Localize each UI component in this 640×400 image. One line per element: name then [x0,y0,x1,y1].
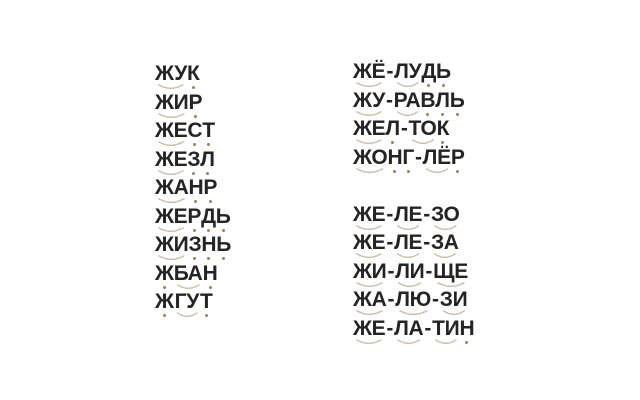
dot-mark [201,255,216,262]
syllable-unit [155,120,187,148]
letter-unit [387,147,402,175]
letter-unit [201,234,216,262]
word-row [155,63,231,91]
empty-mark [385,339,394,346]
sound-dot-icon [192,86,195,89]
word-row [155,206,231,234]
letter-unit [202,120,215,148]
dot-mark [385,139,399,146]
word-text: Г [402,145,414,169]
letter-unit [187,149,200,177]
word-text: ЗИ [439,288,468,311]
word-text: ЖЕ [353,231,386,254]
word-text: Р [203,176,218,199]
word-text: Н [202,261,218,285]
syllable-arc-icon [396,82,419,89]
sound-dot-icon [206,172,209,175]
syllable-arc-icon [398,310,429,317]
letter-unit [187,206,201,234]
letter-unit [189,177,204,205]
syllable-arc-icon [425,168,449,175]
dot-mark [437,139,450,146]
syllable-unit [431,204,460,232]
hyphen-separator [385,61,394,89]
word-text: ЗА [430,231,459,254]
syllable-unit [423,147,451,175]
syllable-unit [394,204,422,232]
right-word-column [353,61,474,346]
word-text: ЛУ [394,60,422,83]
sound-dot-icon [207,229,210,232]
word-text: ЖЕ [353,117,386,140]
word-text: ЖИ [155,233,189,256]
word-row [353,61,474,89]
syllable-unit [353,204,385,232]
word-text: РА [393,88,421,112]
sound-dot-icon [163,286,166,289]
sound-dot-icon [209,200,212,203]
word-text: Н [201,233,217,256]
sound-dot-icon [209,286,212,289]
dot-mark [421,82,436,89]
letter-unit [420,90,435,118]
word-text: - [386,202,394,226]
sound-dot-icon [407,170,410,173]
word-text: ЖЁ [353,60,386,83]
word-text: - [387,288,395,311]
word-text: ЛЁ [422,145,451,169]
letter-unit [155,263,174,291]
syllable-arc-icon [157,255,186,262]
hyphen-separator [385,232,394,260]
word-text: ЖИ [155,90,189,114]
letter-unit [203,263,218,291]
arc-mark [394,253,422,260]
word-text: К [186,62,200,85]
syllable-unit [353,289,387,317]
word-text: Р [187,204,202,228]
sound-dot-icon [456,113,459,116]
word-text: ЖИ [353,259,387,283]
sound-dot-icon [194,115,197,118]
hyphen-separator [424,261,433,289]
letter-unit [155,291,174,319]
word-text: ЖО [353,145,388,169]
word-text: Д [421,60,437,83]
word-text: ЛА [394,316,424,340]
syllable-arc-icon [434,339,458,346]
sound-dot-icon [441,113,444,116]
syllable-unit [394,61,421,89]
word-text: Н [387,145,403,169]
word-text: ЛЕ [394,231,423,254]
word-text: - [386,316,394,340]
syllable-unit [409,118,437,146]
empty-mark [385,82,394,89]
word-text: ТИ [432,316,460,340]
hyphen-separator [422,204,431,232]
word-text: - [424,316,432,340]
sound-dot-icon [442,84,445,87]
word-row [155,291,231,319]
syllable-unit [353,61,385,89]
word-text: - [425,259,433,283]
arc-mark [353,168,387,175]
syllable-arc-icon [176,312,199,319]
sound-dot-icon [194,200,197,203]
dot-mark [187,141,202,148]
hyphen-separator [423,318,432,346]
syllable-unit [353,318,385,346]
letter-unit [459,318,474,346]
word-text: К [436,117,450,140]
syllable-unit [155,149,187,177]
sound-dot-icon [163,314,166,317]
hyphen-separator [387,289,396,317]
dot-mark [451,168,465,175]
syllable-unit [174,291,200,319]
arc-mark [155,84,187,91]
word-row [155,92,231,120]
word-text: - [400,117,408,140]
word-row [353,204,474,232]
sound-dot-icon [456,170,459,173]
sound-dot-icon [207,143,210,146]
word-text: - [387,259,395,283]
letter-unit [451,147,465,175]
word-text: ЖУ [155,62,187,85]
sound-dot-icon [426,113,429,116]
word-text: - [385,88,393,112]
dot-mark [216,255,231,262]
letter-unit [201,206,216,234]
empty-mark [387,310,396,317]
word-text: - [414,145,422,169]
word-text: Т [202,119,215,142]
syllable-arc-icon [157,198,186,205]
sound-dot-icon [465,341,468,344]
dot-mark [202,141,215,148]
letter-unit [435,90,449,118]
word-row [353,118,474,146]
left-word-column [155,63,231,320]
syllable-arc-icon [355,82,383,89]
sound-dot-icon [193,229,196,232]
arc-mark [353,139,385,146]
empty-mark [431,310,440,317]
dot-mark [459,339,474,346]
hyphen-separator [386,261,395,289]
word-text: Д [201,204,216,228]
syllable-unit [353,232,385,260]
empty-mark [385,253,394,260]
letter-unit [436,61,451,89]
syllable-unit [155,63,187,91]
dot-mark [203,198,217,205]
word-text: З [187,147,201,171]
dot-mark [450,111,465,118]
syllable-unit [394,318,423,346]
arc-mark [423,168,451,175]
sound-dot-icon [427,84,430,87]
arc-mark [155,198,189,205]
dot-mark [387,168,402,175]
letter-unit [188,234,201,262]
syllable-unit [394,232,422,260]
word-text: З [188,233,202,256]
arc-mark [394,82,421,89]
letter-unit [402,147,414,175]
letter-unit [216,234,231,262]
word-text: Р [188,90,203,114]
word-text: Ж [155,290,174,313]
word-text: - [423,202,430,226]
letter-unit [187,120,202,148]
sound-dot-icon [441,141,444,144]
syllable-arc-icon [355,139,383,146]
arc-mark [353,339,385,346]
word-row [353,147,474,175]
sound-dot-icon [391,141,394,144]
syllable-arc-icon [442,310,466,317]
right-top-word-group [353,61,474,175]
word-text: ЖЕ [353,202,386,226]
word-text: ЖУ [353,88,385,112]
word-text: ЛИ [395,259,425,283]
syllable-unit [155,234,188,262]
sound-dot-icon [192,172,195,175]
dot-mark [188,255,201,262]
word-text: - [432,288,439,311]
sound-dot-icon [193,143,196,146]
word-row [155,120,231,148]
syllable-unit [433,261,468,289]
arc-mark [432,339,459,346]
word-text: Т [199,290,213,313]
empty-mark [423,339,432,346]
syllable-arc-icon [396,253,420,260]
sound-dot-icon [222,257,225,260]
letter-unit [216,206,231,234]
syllable-unit [353,261,386,289]
arc-mark [155,141,187,148]
word-text: Ь [216,233,232,256]
word-text: Н [188,176,204,199]
arc-mark [353,253,385,260]
hyphen-separator [385,90,394,118]
word-text: Ж [155,261,174,285]
word-row [353,232,474,260]
syllable-arc-icon [355,339,383,346]
empty-mark [400,139,409,146]
word-text: ТО [408,117,437,140]
letter-unit [450,90,465,118]
syllable-arc-icon [157,84,184,91]
word-row [353,261,474,289]
letter-unit [188,92,202,120]
word-text: Л [435,88,450,112]
syllable-unit [432,318,459,346]
word-row [353,318,474,346]
hyphen-separator [431,289,440,317]
dot-mark [200,312,213,319]
letter-unit [385,118,399,146]
word-text: ЩЕ [433,259,468,283]
syllable-unit [155,177,189,205]
sound-dot-icon [222,229,225,232]
word-text: ЗО [430,202,460,226]
syllable-unit [353,147,387,175]
syllable-arc-icon [355,310,384,317]
syllable-arc-icon [396,339,421,346]
syllable-arc-icon [355,168,385,175]
word-text: ГУ [174,290,199,313]
hyphen-separator [385,204,394,232]
word-row [353,289,474,317]
word-text: Н [459,316,475,340]
hyphen-separator [400,118,409,146]
syllable-unit [394,90,421,118]
word-row [155,234,231,262]
empty-mark [422,253,431,260]
syllable-unit [353,90,385,118]
dot-mark [187,84,200,91]
word-text: С [187,119,203,142]
empty-mark [414,168,423,175]
letter-unit [203,177,217,205]
word-text: БА [173,261,203,285]
syllable-arc-icon [411,139,435,146]
arc-mark [353,82,385,89]
word-text: - [386,231,394,254]
sound-dot-icon [193,257,196,260]
word-row [155,177,231,205]
hyphen-separator [414,147,423,175]
syllable-unit [155,92,188,120]
word-text: Л [385,117,400,140]
word-text: ЛЮ [395,288,432,311]
arc-mark [440,310,468,317]
hyphen-separator [422,232,431,260]
syllable-unit [174,263,203,291]
right-bottom-word-group [353,204,474,346]
word-row [155,263,231,291]
sound-dot-icon [205,314,208,317]
word-text: ЖЕ [155,204,188,228]
word-row [353,90,474,118]
word-text: ЛЕ [394,202,423,226]
word-row [155,149,231,177]
syllable-unit [155,206,187,234]
word-text: - [386,60,394,83]
syllable-unit [440,289,468,317]
dot-mark [402,168,414,175]
syllable-unit [353,118,385,146]
letter-unit [200,149,214,177]
arc-mark [431,253,459,260]
word-text: Л [200,147,215,171]
arc-mark [353,310,387,317]
letter-unit [200,291,213,319]
syllable-arc-icon [433,253,457,260]
word-text: Ь [449,88,465,112]
word-text: ЖЕ [155,119,188,142]
word-text: ЖА [353,288,387,311]
word-text: Ь [436,60,451,83]
word-text: ЖЕ [155,147,188,171]
arc-mark [155,255,188,262]
letter-unit [187,63,200,91]
dot-mark [155,312,174,319]
syllable-arc-icon [157,141,185,148]
syllable-unit [395,289,431,317]
sound-dot-icon [207,257,210,260]
word-text: В [420,88,436,112]
syllable-unit [395,261,424,289]
dot-mark [189,198,204,205]
word-text: ЖА [155,176,189,199]
arc-mark [174,312,200,319]
arc-mark [394,339,423,346]
hyphen-separator [385,318,394,346]
syllable-arc-icon [355,253,383,260]
word-text: Р [450,145,465,169]
sound-dot-icon [393,170,396,173]
letter-unit [437,118,450,146]
word-text: - [423,231,430,254]
arc-mark [409,139,437,146]
word-text: Ь [215,204,231,228]
arc-mark [395,310,431,317]
word-text: ЖЕ [353,316,386,340]
syllable-unit [431,232,459,260]
letter-unit [421,61,436,89]
dot-mark [436,82,451,89]
